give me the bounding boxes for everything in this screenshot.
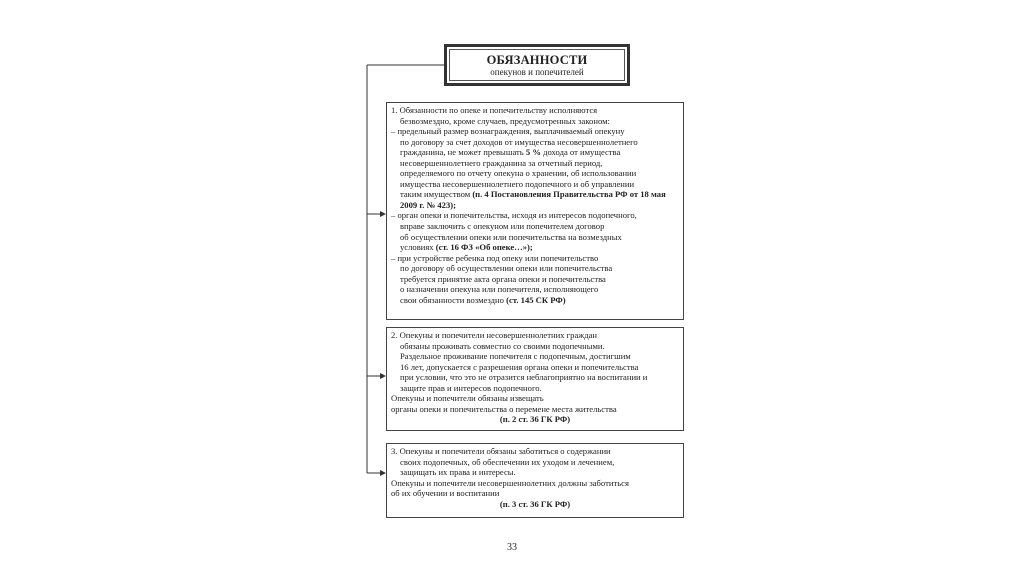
box1-line: вправе заключить с опекуном или попечителем договор <box>400 221 605 232</box>
box1-line: по договору за счет доходов от имущества несовершеннолетнего <box>400 136 638 147</box>
box2-line: 2. Опекуны и попечители несовершеннолетних граждан <box>391 330 597 340</box>
box1-reference: 2009 г. № 423); <box>400 199 456 210</box>
title-inner <box>449 49 625 81</box>
box1-text: гражданина, не может превышать <box>400 147 524 158</box>
box3-line: 3. Опекуны и попечители обязаны заботиться о содержании <box>391 446 611 456</box>
box1-reference: (ст. 16 ФЗ «Об опеке…»); <box>435 242 533 253</box>
box1-line: об осуществлении опеки или попечительства на возмездных <box>400 231 622 242</box>
duty-box-3 <box>386 443 684 518</box>
box2-line: защите прав и интересов подопечного. <box>400 382 542 393</box>
box1-text: таким имуществом <box>400 189 471 200</box>
box1-line: о назначении опекуна или попечителя, исполняющего <box>400 284 599 295</box>
box1-line: – при устройстве ребенка под опеку или попечительство <box>391 252 599 263</box>
box1-line: определяемого по отчету опекуна о хранении, об использовании <box>400 168 637 179</box>
box1-line: 1. Обязанности по опеке и попечительству исполняются <box>391 105 598 115</box>
box1-line: – орган опеки и попечительства, исходя из интересов подопечного, <box>391 210 637 221</box>
duty-box-2 <box>386 327 684 431</box>
box3-reference: (п. 3 ст. 36 ГК РФ) <box>499 498 571 509</box>
box2-line: Раздельное проживание попечителя с подопечным, достигшим <box>400 351 631 362</box>
box1-line <box>391 242 679 253</box>
box1-line: несовершеннолетнего гражданина за отчетный период, <box>400 157 603 168</box>
box2-line: органы опеки и попечительства о перемене места жительства <box>391 403 617 414</box>
box1-text: свои обязанности возмездно <box>400 294 504 305</box>
box1-line <box>391 147 679 158</box>
box1-reference: (ст. 145 СК РФ) <box>506 294 566 305</box>
title-box <box>444 44 630 86</box>
box3-line: Опекуны и попечители несовершеннолетних должны заботиться <box>391 477 629 488</box>
box3-line: своих подопечных, об обеспечении их уходом и лечением, <box>400 456 615 467</box>
box3-line: об их обучении и воспитании <box>391 488 500 499</box>
box1-line: безвозмездно, кроме случаев, предусмотренных законом: <box>400 115 610 126</box>
box1-line: по договору об осуществлении опеки или попечительства <box>400 263 613 274</box>
box1-reference: (п. 4 Постановления Правительства РФ от 18 мая <box>472 189 666 200</box>
box1-line <box>391 295 679 306</box>
page-number: 33 <box>507 542 517 553</box>
box1-percent: 5 % <box>525 147 541 158</box>
duty-box-1 <box>386 102 684 320</box>
box2-line: Опекуны и попечители обязаны извещать <box>391 393 544 404</box>
box1-line: имущества несовершеннолетнего подопечного и об управлении <box>400 178 635 189</box>
box2-line: при условии, что это не отразится неблагоприятно на воспитании и <box>400 372 648 383</box>
box1-line <box>391 189 679 200</box>
box1-line: – предельный размер вознаграждения, выплачиваемый опекуну <box>391 126 625 137</box>
box1-text: условиях <box>400 242 434 253</box>
box1-text: дохода от имущества <box>543 147 621 158</box>
box2-line: обязаны проживать совместно со своими подопечными. <box>400 340 605 351</box>
box2-line: 16 лет, допускается с разрешения органа опеки и попечительства <box>400 361 639 372</box>
title-sub: опекунов и попечителей <box>490 67 584 77</box>
box1-line: требуется принятие акта органа опеки и попечительства <box>400 273 606 284</box>
box3-line: защищать их права и интересы. <box>400 467 516 478</box>
title-main: ОБЯЗАННОСТИ <box>486 53 588 67</box>
box2-reference: (п. 2 ст. 36 ГК РФ) <box>499 414 571 425</box>
